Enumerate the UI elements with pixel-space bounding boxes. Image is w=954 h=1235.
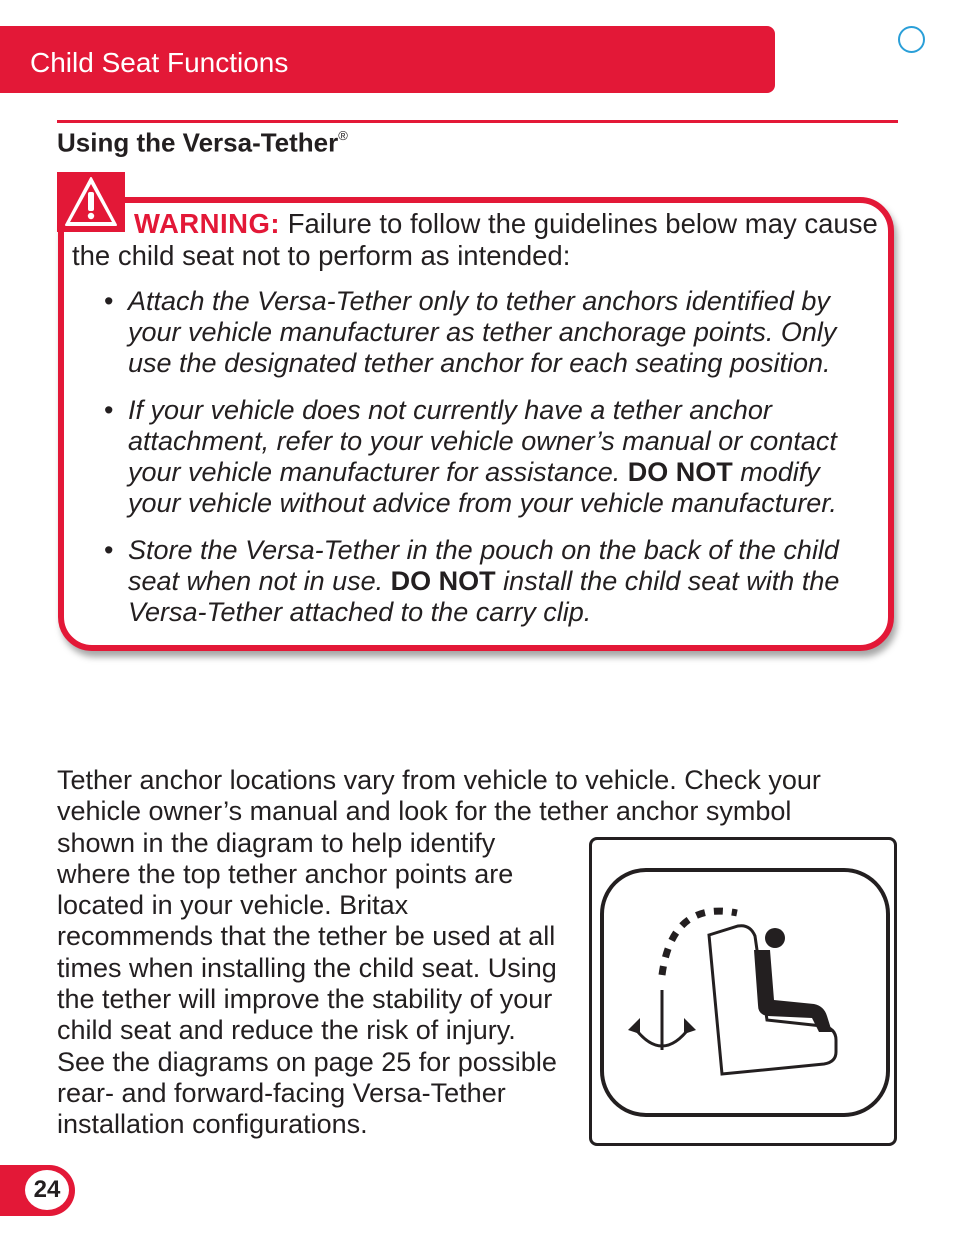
tether-anchor-symbol-icon [592,840,894,1143]
list-item: • If your vehicle does not currently have a tether anchor attachment, refer to your vehicle owner’s manual or contact your vehicle manufacturer for assistance. DO NOT modify your vehicle without advice from your vehicle manufacturer. [100,395,870,519]
corner-circle-icon [898,26,925,53]
page-title: Using the Versa-Tether® [57,127,348,158]
body-paragraph: Tether anchor locations vary from vehicle to vehicle. Check your vehicle owner’s manual and look for the tether anchor symbol shown in the diagram to help identify where the top tether anchor points are located in your vehicle. Britax recommends that the tether be used at all times when installing the child seat. Using the tether will improve the stability of your child seat and reduce the risk of injury. See the diagrams on page 25 for possible rear- and forward-facing Versa-Tether installation configurations. [57,765,821,1140]
page-number-tab [0,1165,75,1216]
warning-list [100,286,870,644]
warning-label: WARNING: [134,208,281,239]
page-number: 24 [25,1170,69,1210]
section-title: Child Seat Functions [30,47,289,78]
list-item: • Attach the Versa-Tether only to tether anchors identified by your vehicle manufacturer as tether anchorage points. Only use the designated tether anchor for each seating position. [100,286,870,379]
list-item: • Store the Versa-Tether in the pouch on the back of the child seat when not in use. DO NOT install the child seat with the Versa-Tether attached to the carry clip. [100,535,870,628]
tether-anchor-diagram [589,837,897,1146]
registered-mark: ® [338,128,348,143]
warning-intro: WARNING: Failure to follow the guidelines below may cause the child seat not to perform as intended: [72,208,878,271]
